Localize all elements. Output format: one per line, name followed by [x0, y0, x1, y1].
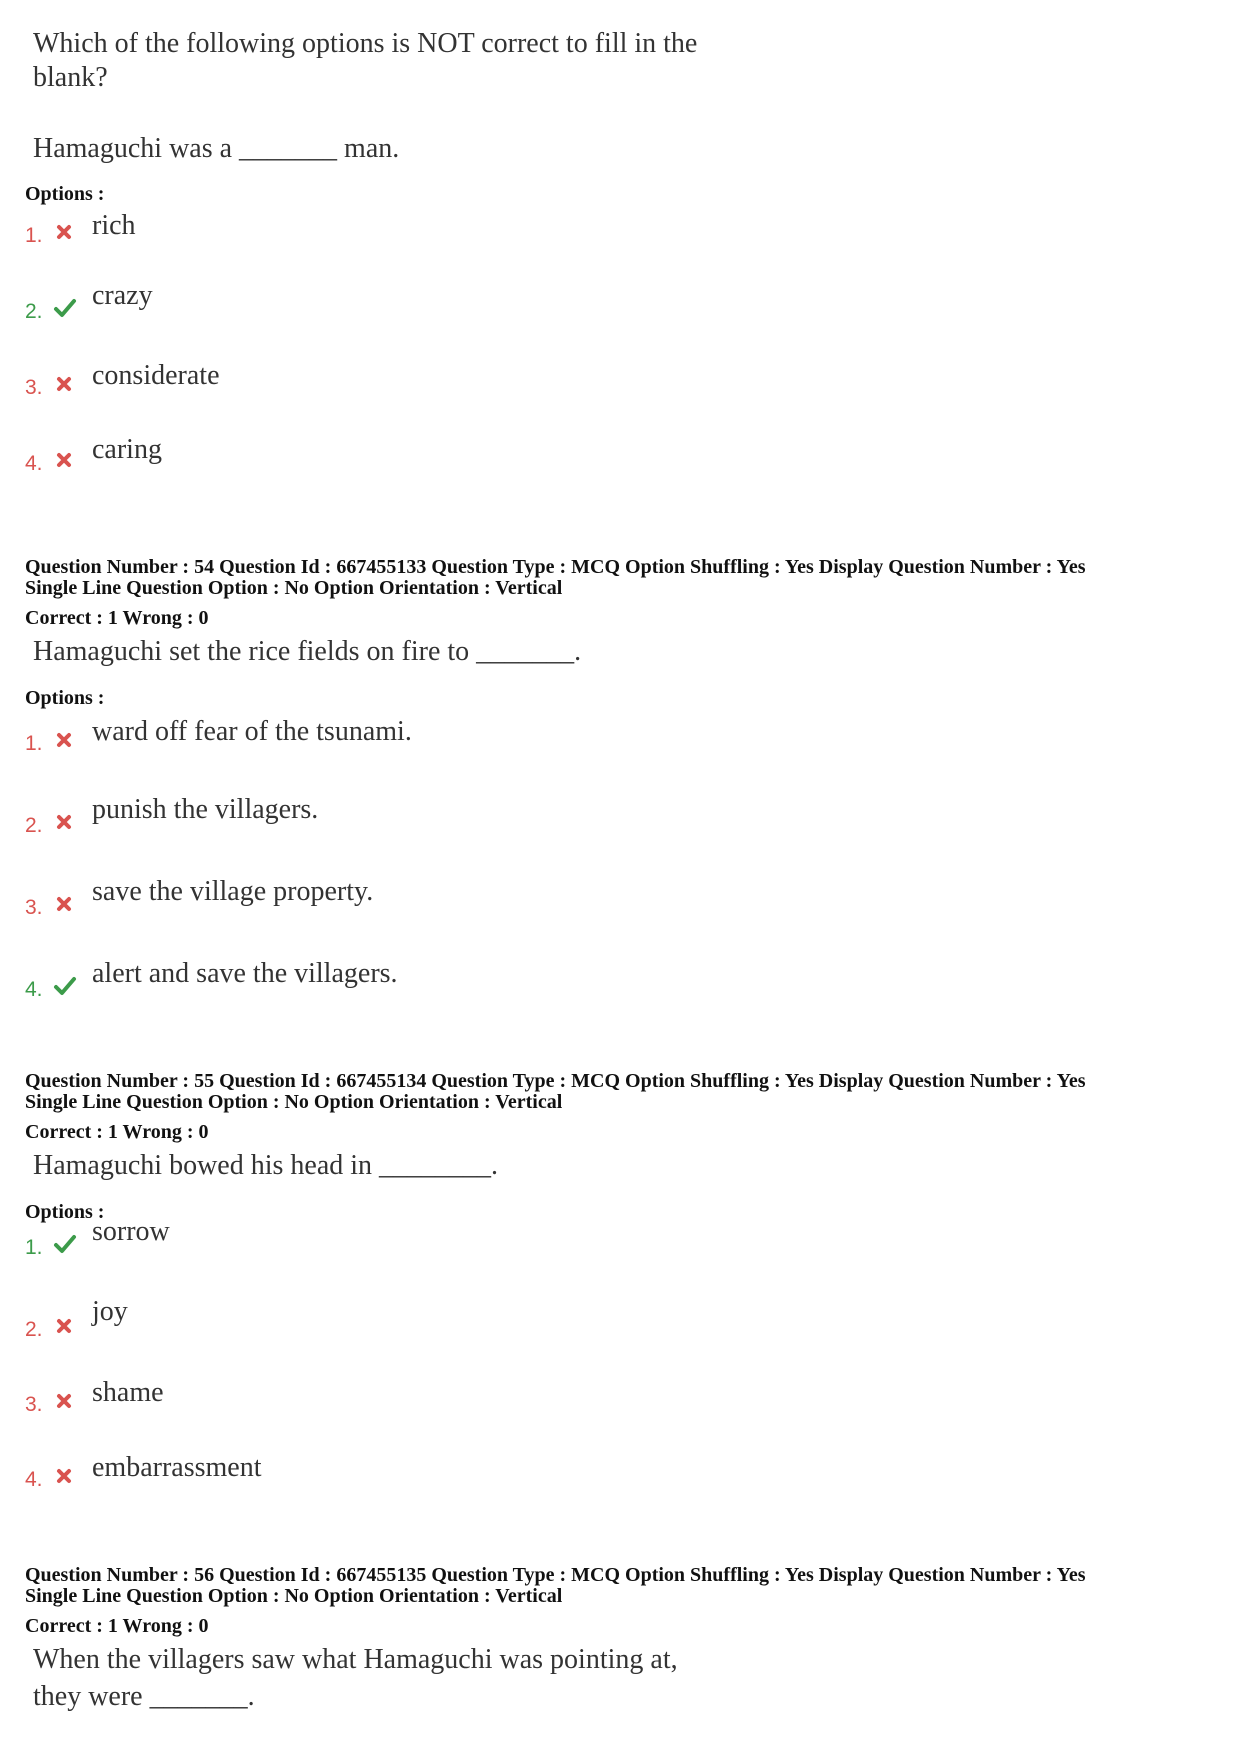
cross-icon: [53, 373, 75, 395]
option-text: crazy: [92, 280, 153, 311]
score-info: Correct : 1 Wrong : 0: [25, 607, 209, 629]
question-text-line1: When the villagers saw what Hamaguchi was pointing at,: [33, 1644, 678, 1675]
check-icon: [53, 297, 75, 319]
option-number: 3.: [25, 376, 43, 399]
check-icon: [53, 975, 75, 997]
option-text: ward off fear of the tsunami.: [92, 716, 412, 747]
question-text: Hamaguchi set the rice fields on fire to _______.: [33, 636, 582, 667]
option-number: 4.: [25, 1468, 43, 1491]
question-meta-line1: Question Number : 56 Question Id : 667455135 Question Type : MCQ Option Shuffling : Yes Display Question Number : Yes: [25, 1564, 1086, 1586]
options-label: Options :: [25, 1201, 105, 1223]
option-text: considerate: [92, 360, 220, 391]
option-text: caring: [92, 434, 162, 465]
score-info: Correct : 1 Wrong : 0: [25, 1121, 209, 1143]
cross-icon: [53, 811, 75, 833]
option-number: 1.: [25, 224, 43, 247]
option-text: save the village property.: [92, 876, 374, 907]
cross-icon: [53, 729, 75, 751]
option-text: sorrow: [92, 1216, 170, 1247]
cross-icon: [53, 1465, 75, 1487]
question-meta-line1: Question Number : 55 Question Id : 667455134 Question Type : MCQ Option Shuffling : Yes Display Question Number : Yes: [25, 1070, 1086, 1092]
question-text-line2: they were _______.: [33, 1681, 255, 1712]
option-number: 2.: [25, 814, 43, 837]
option-number: 2.: [25, 300, 43, 323]
option-text: rich: [92, 210, 136, 241]
question-text-line1: Which of the following options is NOT correct to fill in the: [33, 28, 698, 59]
option-text: joy: [92, 1296, 128, 1327]
option-number: 4.: [25, 452, 43, 475]
option-number: 3.: [25, 896, 43, 919]
question-meta-line2: Single Line Question Option : No Option Orientation : Vertical: [25, 1585, 563, 1607]
option-text: alert and save the villagers.: [92, 958, 398, 989]
options-label: Options :: [25, 183, 105, 205]
options-label: Options :: [25, 687, 105, 709]
cross-icon: [53, 1315, 75, 1337]
option-number: 2.: [25, 1318, 43, 1341]
question-meta-line2: Single Line Question Option : No Option Orientation : Vertical: [25, 1091, 563, 1113]
cross-icon: [53, 221, 75, 243]
option-number: 1.: [25, 1236, 43, 1259]
option-text: punish the villagers.: [92, 794, 319, 825]
question-meta-line2: Single Line Question Option : No Option Orientation : Vertical: [25, 577, 563, 599]
question-text-line2: blank?: [33, 62, 108, 93]
option-number: 3.: [25, 1393, 43, 1416]
score-info: Correct : 1 Wrong : 0: [25, 1615, 209, 1637]
cross-icon: [53, 893, 75, 915]
question-text: Hamaguchi bowed his head in ________.: [33, 1150, 499, 1181]
check-icon: [53, 1233, 75, 1255]
cross-icon: [53, 449, 75, 471]
option-text: embarrassment: [92, 1452, 262, 1483]
question-meta-line1: Question Number : 54 Question Id : 667455133 Question Type : MCQ Option Shuffling : Yes Display Question Number : Yes: [25, 556, 1086, 578]
option-text: shame: [92, 1377, 164, 1408]
cross-icon: [53, 1390, 75, 1412]
question-sentence: Hamaguchi was a _______ man.: [33, 133, 400, 164]
option-number: 4.: [25, 978, 43, 1001]
option-number: 1.: [25, 732, 43, 755]
